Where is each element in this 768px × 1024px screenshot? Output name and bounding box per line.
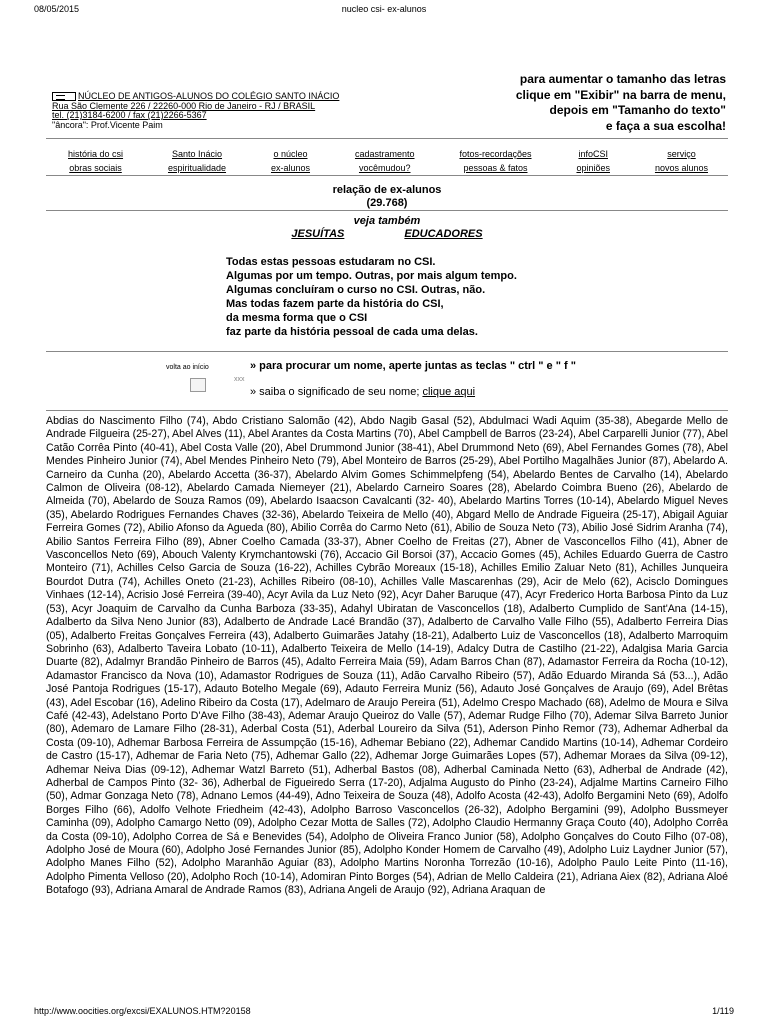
logo-icon	[52, 92, 76, 101]
print-page: 1/119	[712, 1006, 734, 1016]
site-header	[46, 62, 728, 138]
nav-col-4: cadastramento vocêmudou?	[354, 149, 415, 173]
org-phone: tel. (21)3184-6200 / fax (21)2266-5367	[52, 110, 207, 121]
nav-col-7: serviço novos alunos	[654, 149, 708, 173]
link-jesuitas[interactable]: JESUÍTAS	[291, 228, 345, 240]
relation-count: (29.768)	[366, 197, 408, 209]
relation-heading	[46, 176, 728, 210]
nav-col-6: infoCSI opiniões	[576, 149, 610, 173]
see-also-label: veja também	[353, 215, 421, 227]
nav-col-2: Santo Inácio espiritualidade	[167, 149, 227, 173]
org-anchor: "âncora": Prof.Vicente Paim	[52, 119, 163, 130]
see-also	[46, 211, 728, 245]
org-name[interactable]: NÚCLEO DE ANTIGOS-ALUNOS DO COLÉGIO SANTO INÁCIO	[78, 91, 340, 101]
print-url: http://www.oocities.org/excsi/EXALUNOS.HTM?20158	[34, 1006, 251, 1016]
meaning-hint: » saiba o significado de seu nome; clique aqui	[250, 386, 476, 398]
relation-title: relação de ex-alunos	[332, 184, 442, 196]
main-nav	[46, 139, 728, 175]
print-title: nucleo csi- ex-alunos	[341, 4, 427, 14]
nav-col-3: o núcleo ex-alunos	[270, 149, 311, 173]
nav-col-1: história do csi obras sociais	[68, 149, 124, 173]
intro-text: Todas estas pessoas estudaram no CSI. Algumas por um tempo. Outras, por mais algum tempo. Algumas concluíram o curso no CSI. Outras, não. Mas todas fazem parte da história do CSI, da mesma forma que o CSI faz parte da história pessoal de cada uma delas.	[226, 256, 517, 338]
link-educadores[interactable]: EDUCADORES	[404, 228, 483, 240]
placeholder-text: xxx	[234, 376, 245, 383]
org-info	[52, 92, 339, 130]
font-size-tip: para aumentar o tamanho das letras clique em "Exibir" na barra de menu, depois em "Tamanho do texto" e faça a sua escolha!	[515, 72, 726, 133]
print-date: 08/05/2015	[34, 4, 80, 14]
meaning-link[interactable]: clique aqui	[422, 386, 476, 398]
alumni-list: Abdias do Nascimento Filho (74), Abdo Cristiano Salomão (42), Abdo Nagib Gasal (52), Abdulmaci Wadi Aquim (35-38), Abegarde Mello de Andrade Filgueira (25-27), Abel Alves (11), Abel Arantes da Costa Martins (70), Abel Campbell de Barros (23-24), Abel Carparelli Junior (77), Abel Catão Corrêa Pinto (40-41), Abel Costa Valle (20), Abel Drummond Junior (38-41), Abel Drummond Neto (69), Abel Fernandes Gomes (78), Abel Mendes Pinheiro Junior (74), Abel Mendes Pinheiro Neto (79), Abel Monteiro de Barros (25-29), Abel Portilho Magalhães Junior (87), Abelardo A. Carneiro da Cunha (20), Abelardo Accetta (36-37), Abelardo Alvim Gomes Schimmelpfeng (54), Abelardo Bentes de Carvalho (14), Abelardo Calmon de Oliveira (08-12), Abelardo Camada Niemeyer (21), Abelardo Carneiro Soares (28), Abelardo Coimbra Bueno (26), Abelardo de Almeida (70), Abelardo de Souza Ramos (09), Abelardo Isaacson Cavalcanti (32- 40), Abelardo Martins Torres (10-14), Abelardo Miguel Neves (35), Abelardo Rodrigues Fernandes Chaves (32-36), Abelardo Teixeira de Mello (40), Abgard Mello de Andrade Figueira (25-17), Abigail Aguiar Ferreira Gomes (72), Abilio Afonso da Agueda (80), Abilio Corrêa do Carmo Neto (61), Abilio de Souza Neto (73), Abilio José Sidrim Aranha (74), Abilio Santos Ferreira Filho (89), Abner Coelho Camada (33-37), Abner Coelho de Freitas (27), Abner de Vasconcellos Filho (41), Abner de Vasconcellos Neto (69), Abouch Valenty Krymchantowski (76), Accacio Gil Borsoi (37), Accacio Gomes (45), Achiles Eduardo Guerra de Castro Monteiro (71), Achilles Celso Garcia de Souza (16-22), Achilles Cybrão Moreaux (15-18), Achilles Emilio Zaluar Neto (81), Achilles Junqueira Bourdot Dutra (74), Achilles Oneto (21-23), Achilles Ribeiro (08-10), Achilles Valle Mascarenhas (29), Acir de Melo (62), Acisclo Domingues Vinhaes (12-14), Acrisio José Ferreira (39-40), Acyr Avila da Luz Neto (92), Acyr Daher Baruque (47), Acyr Frederico Horta Barbosa Pinto da Luz (53), Acyr Joaquim de Carvalho da Cunha Barboza (33-35), Adahyl Ubiratan de Vasconcellos (18), Adalberto Cumplido de Sant'Ana (14-15), Adalberto da Silva Neno Junior (83), Adalberto de Andrade Lacé Brandão (37), Adalberto de Carvalho Valle Filho (55), Adalberto Ferreira Dias (05), Adalberto Freitas Gonçalves Ferreira (43), Adalberto Guimarães Jatahy (18-21), Adalberto Luiz de Vasconcellos (18), Adalberto Marroquim Sobrinho (63), Adalberto Taveira Lobato (10-11), Adalberto Teixeira de Mello (14-19), Adalcy Dutra de Castilho (21-22), Adalgisa Maria Garcia Duarte (82), Adalmyr Brandão Pinheiro de Barros (45), Adalto Ferreira Maia (59), Adam Barros Chan (87), Adamastor Ferreira da Rocha (10-12), Adamastor Francisco da Nova (10), Adamastor Rodrigues de Souza (11), Adão Carvalho Ribeiro (57), Adão Eduardo Miranda Sá (53...), Adão José Pantoja Rodrigues (15-17), Adauto Botelho Megale (69), Adauto Ferreira Muniz (56), Adauto José Gonçalves de Araujo (69), Adel Brêtas (43), Adel Escobar (16), Adelino Ribeiro da Costa (17), Adelmaro de Araujo Pereira (51), Adelmo Crespo Machado (68), Adelmo de Moura e Silva Café (42-43), Adelstano Porto D'Ave Filho (38-43), Ademar Araujo Queiroz do Valle (57), Ademar Rudge Filho (70), Ademar Silva Barreto Junior (80), Ademaro de Lamare Filho (28-31), Aderbal Costa (51), Aderbal Loureiro da Silva (51), Aderson Pinho Remor (73), Adhemar Adherbal da Costa (09-10), Adhemar Barbosa Ferreira de Assumpção (15-16), Adhemar Bebiano (22), Adhemar Candido Martins (10-14), Adhemar Cordeiro de Castro (15-17), Adhemar de Faria Neto (75), Adhemar Gallo (22), Adhemar Jorge Guimarães Lopes (57), Adhemar Moraes da Silva (09-12), Adhemar Neiva Dias (09-12), Adhemar Watzl Barreto (51), Adherbal Bastos (08), Adherbal Caminada Netto (63), Adherbal de Andrade (42), Adherbal de Campos Pinto (32- 36), Adherbal de Figueiredo Serra (17-20), Adjalma Augusto do Pinho (23-24), Adjalme Martins Carneiro Filho (50), Admar Gonzaga Neto (78), Adnano Lemos (44-49), Adno Teixeira de Souza (48), Adolfo Acosta (42-43), Adolfo Bergamini Neto (69), Adolfo Borges Filho (66), Adolfo Velhote Friedheim (42-43), Adolpho Barroso Vasconcellos (26-32), Adolpho Bergamini (99), Adolpho Bussmeyer Caminha (09), Adolpho Camargo Netto (09), Adolpho Cezar Motta de Salles (72), Adolpho Claudio Hermanny Graça Couto (40), Adolpho Corrêa da Costa (09-10), Adolpho Correa de Sá e Benevides (54), Adolpho de Oliveira Franco Junior (58), Adolpho Gonçalves do Couto Filho (07-08), Adolpho José de Moura (60), Adolpho José Fernandes Junior (85), Adolpho Konder Homem de Carvalho (49), Adolpho Luiz Laydner Junior (57), Adolpho Manes Filho (52), Adolpho Maranhão Aguiar (83), Adolpho Martins Noronha Torrezão (10-16), Adolpho Paulo Leite Pinto (11-16), Adolpho Pimenta Velloso (20), Adolpho Roch (10-14), Adomiran Pinto Borges (54), Adrian de Mello Caldeira (21), Adriana Aiex (82), Adriana Aloé Botafogo (93), Adriana Amaral de Andrade Ramos (83), Adriana Angeli de Araujo (92), Adriana Araquan de	[46, 415, 728, 897]
search-hint: » para procurar um nome, aperte juntas as teclas " ctrl " e " f "	[250, 360, 576, 372]
org-address: Rua São Clemente 226 / 22260-000 Rio de Janeiro - RJ / BRASIL	[52, 100, 316, 111]
print-header	[34, 4, 734, 18]
back-to-top-link[interactable]: volta ao início	[166, 364, 209, 371]
broken-image-icon[interactable]	[190, 378, 206, 392]
page-content	[46, 62, 728, 995]
tools-row	[46, 352, 728, 410]
print-footer	[34, 1006, 734, 1020]
nav-col-5: fotos-recordações pessoas & fatos	[459, 149, 532, 173]
